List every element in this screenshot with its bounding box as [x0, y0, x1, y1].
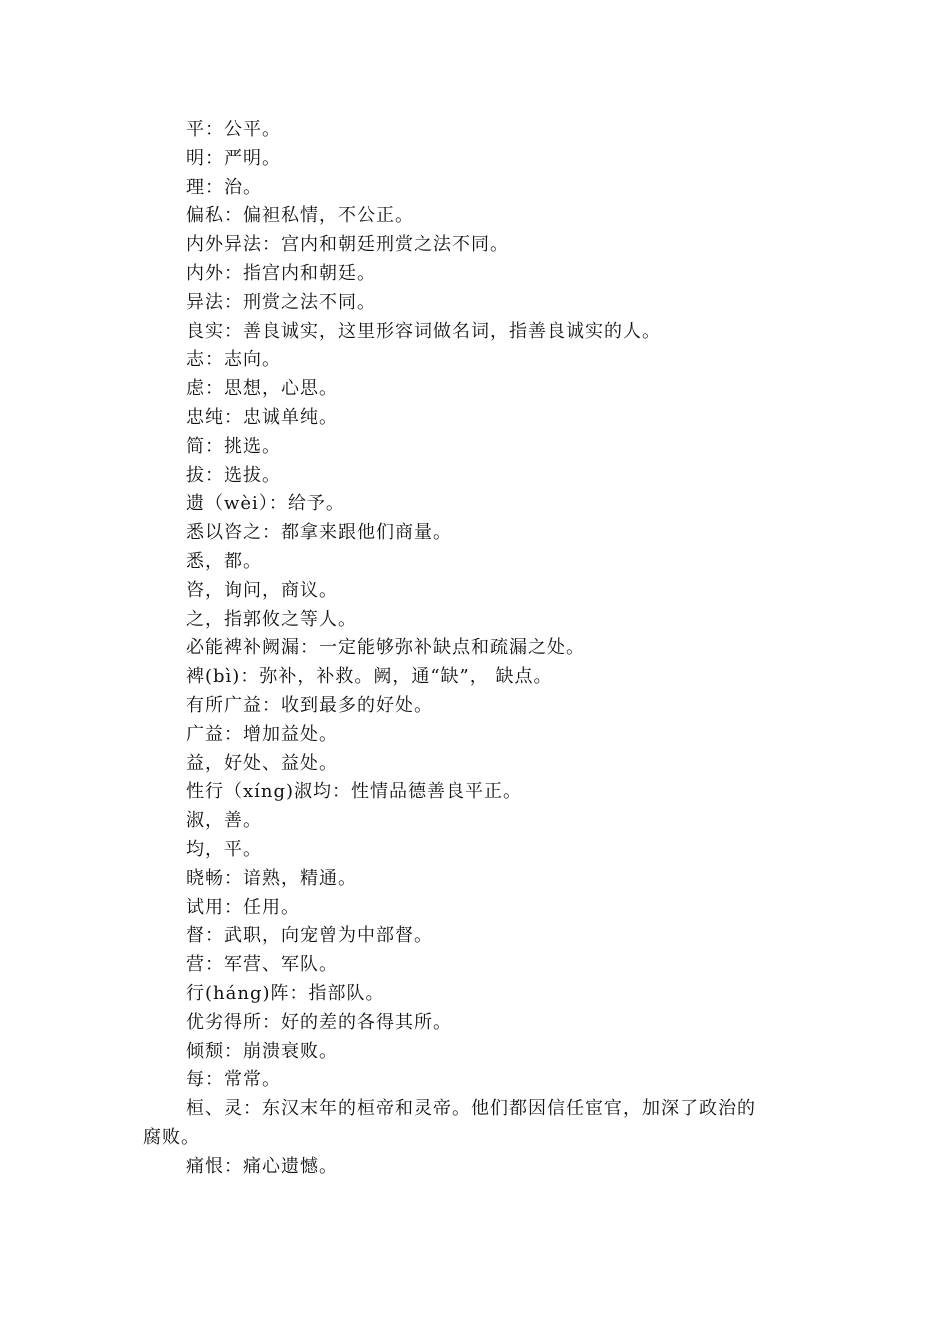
annotation-line: 平：公平。	[186, 119, 281, 140]
annotation-line: 淑，善。	[186, 810, 262, 832]
annotation-line: 晓畅：谙熟，精通。	[186, 867, 357, 889]
annotation-line: 行(háng)阵：指部队。	[186, 982, 385, 1004]
annotation-line: 均，平。	[186, 838, 262, 860]
annotation-list	[143, 116, 813, 1181]
annotation-line-continuation: 腐败。	[143, 1126, 200, 1148]
annotation-line: 裨(bì)：弥补，补救。阙，通“缺”， 缺点。	[186, 666, 553, 688]
annotation-line: 优劣得所：好的差的各得其所。	[186, 1011, 452, 1033]
annotation-line: 偏私：偏袒私情，不公正。	[186, 205, 414, 227]
annotation-line: 每：常常。	[186, 1069, 281, 1091]
annotation-line: 志：志向。	[186, 349, 281, 371]
annotation-line: 虑：思想，心思。	[186, 378, 338, 400]
annotation-line: 理：治。	[186, 176, 262, 198]
annotation-line: 明：严明。	[186, 147, 281, 169]
annotation-line: 简：挑选。	[186, 435, 281, 457]
annotation-line: 桓、灵：东汉末年的桓帝和灵帝。他们都因信任宦官，加深了政治的	[186, 1098, 756, 1120]
annotation-line: 广益：增加益处。	[186, 723, 338, 745]
annotation-line: 咨，询问，商议。	[186, 579, 338, 601]
annotation-line: 拔：选拔。	[186, 464, 281, 486]
annotation-line: 内外异法：宫内和朝廷刑赏之法不同。	[186, 234, 509, 256]
annotation-line: 倾颓：崩溃衰败。	[186, 1040, 338, 1062]
annotation-line: 之，指郭攸之等人。	[186, 608, 357, 630]
annotation-line: 性行（xíng)淑均：性情品德善良平正。	[186, 781, 523, 803]
annotation-line: 营：军营、军队。	[186, 954, 338, 976]
annotation-line: 益，好处、益处。	[186, 752, 338, 774]
annotation-line: 内外：指宫内和朝廷。	[186, 262, 376, 284]
annotation-line: 悉，都。	[186, 550, 262, 572]
annotation-line: 遗（wèi）：给予。	[186, 493, 345, 515]
annotation-line: 异法：刑赏之法不同。	[186, 291, 376, 313]
annotation-line: 痛恨：痛心遗憾。	[186, 1155, 338, 1177]
annotation-line: 督：武职，向宠曾为中部督。	[186, 925, 433, 947]
annotation-line: 良实：善良诚实，这里形容词做名词，指善良诚实的人。	[186, 320, 661, 342]
annotation-line: 有所广益：收到最多的好处。	[186, 694, 433, 716]
annotation-line: 试用：任用。	[186, 896, 300, 918]
annotation-line: 悉以咨之：都拿来跟他们商量。	[186, 522, 452, 544]
annotation-line: 忠纯：忠诚单纯。	[186, 406, 338, 428]
annotation-line: 必能裨补阙漏：一定能够弥补缺点和疏漏之处。	[186, 637, 585, 659]
